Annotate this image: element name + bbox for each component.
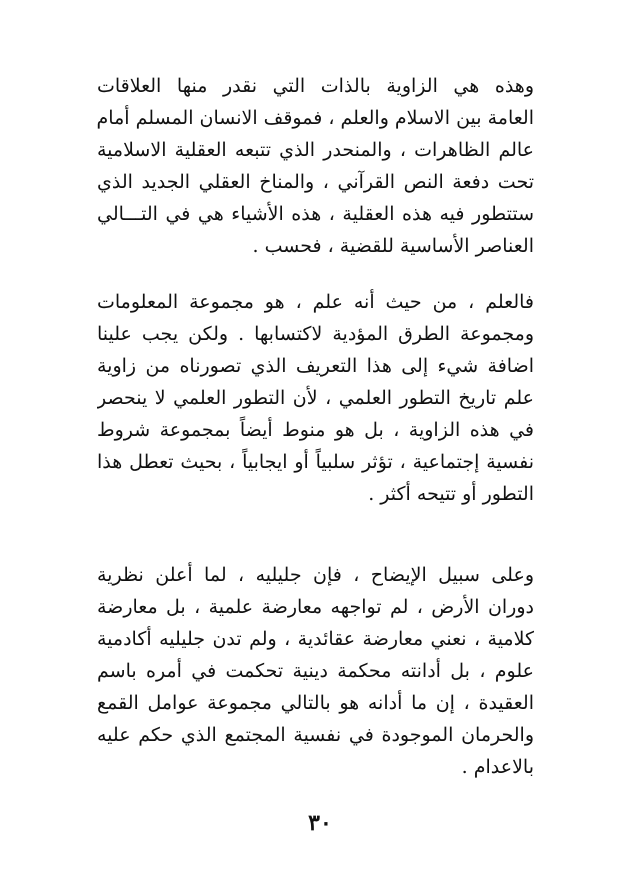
text-line: عالم الظاهرات ، والمنحدر الذي تتبعه العقلية الاسلامية xyxy=(97,139,534,161)
text-line: فالعلم ، من حيث أنه علم ، هو مجموعة المعلومات xyxy=(97,291,534,313)
text-line: دوران الأرض ، لم تواجهه معارضة علمية ، بل معارضة xyxy=(97,596,534,618)
paragraph-1 xyxy=(97,70,534,262)
text-line: التطور أو تتيحه أكثر . xyxy=(368,483,534,505)
text-line: العناصر الأساسية للقضية ، فحسب . xyxy=(252,235,534,257)
text-line: بالاعدام . xyxy=(461,756,534,778)
text-line: ومجموعة الطرق المؤدية لاكتسابها . ولكن يجب علينا xyxy=(97,323,534,345)
text-line: ستتطور فيه هذه العقلية ، هذه الأشياء هي في التـــالي xyxy=(97,203,534,225)
text-line: اضافة شيء إلى هذا التعريف الذي تصورناه من زاوية xyxy=(97,355,534,377)
text-line: كلامية ، نعني معارضة عقائدية ، ولم تدن جليليه أكادمية xyxy=(97,628,534,650)
text-line: نفسية إجتماعية ، تؤثر سلبياً أو ايجابياً ، بحيث تعطل هذا xyxy=(97,451,534,473)
paragraph-2 xyxy=(97,286,534,510)
text-line: تحت دفعة النص القرآني ، والمناخ العقلي الجديد الذي xyxy=(97,171,534,193)
text-line: العامة بين الاسلام والعلم ، فموقف الانسان المسلم أمام xyxy=(97,107,534,129)
text-line: والحرمان الموجودة في نفسية المجتمع الذي حكم عليه xyxy=(97,724,534,746)
page-number: ٣٠ xyxy=(308,810,332,836)
text-line: وعلى سبيل الإيضاح ، فإن جليليه ، لما أعلن نظرية xyxy=(97,564,534,586)
paragraph-3 xyxy=(97,559,534,783)
text-line: العقيدة ، إن ما أدانه هو بالتالي مجموعة عوامل القمع xyxy=(97,692,534,714)
text-line: علم تاريخ التطور العلمي ، لأن التطور العلمي لا ينحصر xyxy=(97,387,534,409)
text-line: وهذه هي الزاوية بالذات التي نقدر منها العلاقات xyxy=(97,75,534,97)
text-line: علوم ، بل أدانته محكمة دينية تحكمت في أمره باسم xyxy=(97,660,534,682)
text-line: في هذه الزاوية ، بل هو منوط أيضاً بمجموعة شروط xyxy=(97,419,534,441)
